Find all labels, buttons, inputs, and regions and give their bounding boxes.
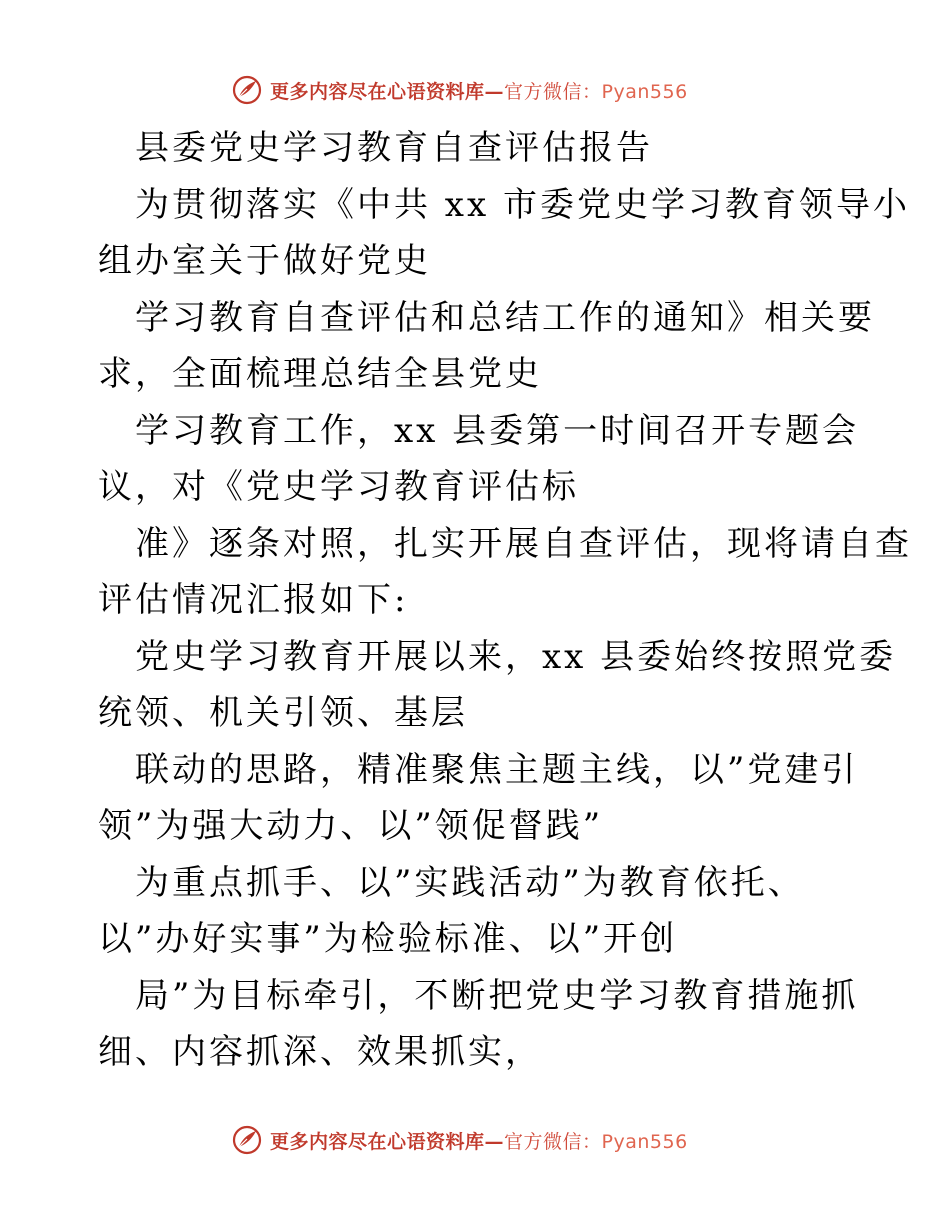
text-line: 为贯彻落实《中共 xx 市委党史学习教育领导小 — [135, 184, 910, 225]
footer-banner — [232, 1120, 712, 1160]
text-line: 组办室关于做好党史 — [98, 241, 431, 281]
banner-main-text: 更多内容尽在心语资料库 — [270, 1130, 485, 1153]
banner-text — [270, 77, 688, 104]
banner-separator: — — [484, 80, 505, 103]
text-line: 统领、机关引领、基层 — [98, 693, 468, 733]
text-line: 细、内容抓深、效果抓实， — [98, 1032, 542, 1072]
document-body — [98, 120, 912, 1081]
banner-wechat-id: Pyan556 — [601, 1130, 688, 1153]
text-line: 党史学习教育开展以来，xx 县委始终按照党委 — [135, 636, 897, 677]
text-line: 联动的思路，精准聚焦主题主线，以”党建引 — [135, 749, 859, 790]
text-line: 求，全面梳理总结全县党史 — [98, 354, 542, 394]
text-line: 学习教育工作，xx 县委第一时间召开专题会 — [135, 410, 860, 451]
banner-wechat-id: Pyan556 — [601, 80, 688, 103]
text-line: 议，对《党史学习教育评估标 — [98, 467, 579, 507]
text-line: 评估情况汇报如下: — [98, 580, 409, 620]
banner-wechat-label: 官方微信： — [504, 80, 602, 103]
banner-wechat-label: 官方微信： — [504, 1130, 602, 1153]
banner-text — [270, 1127, 688, 1154]
text-line: 以”办好实事”为检验标准、以”开创 — [98, 919, 678, 959]
text-line: 领”为强大动力、以”领促督践” — [98, 806, 604, 846]
banner-separator: — — [484, 1130, 505, 1153]
quill-pen-circle-icon — [232, 75, 262, 105]
text-line: 准》逐条对照，扎实开展自查评估，现将请自查 — [135, 523, 912, 564]
document-title: 县委党史学习教育自查评估报告 — [135, 128, 653, 168]
quill-pen-circle-icon — [232, 1125, 262, 1155]
text-line: 为重点抓手、以”实践活动”为教育依托、 — [135, 862, 805, 903]
text-line: 局”为目标牵引，不断把党史学习教育措施抓 — [135, 975, 859, 1016]
banner-main-text: 更多内容尽在心语资料库 — [270, 80, 485, 103]
text-line: 学习教育自查评估和总结工作的通知》相关要 — [135, 297, 875, 338]
header-banner — [232, 70, 712, 110]
